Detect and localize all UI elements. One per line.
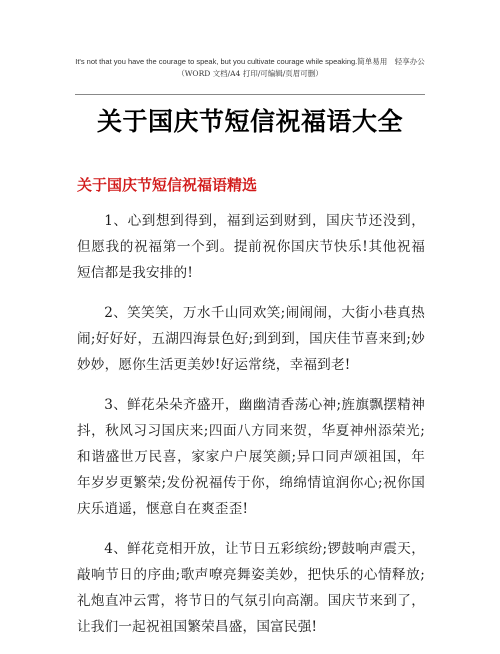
document-title: 关于国庆节短信祝福语大全 <box>96 107 403 136</box>
header-divider <box>75 94 425 95</box>
header-quote: It's not that you have the courage to speak, but you cultivate courage while speaking.简单易用 轻享办公 <box>75 57 425 66</box>
paragraph-2: 2、笑笑笑，万水千山同欢笑;闹闹闹，大街小巷真热闹;好好好，五湖四海景色好;到到到，国庆佳节喜来到;妙妙妙，愿你生活更美妙!好运常绕，幸福到老! <box>77 305 425 373</box>
paragraph-1: 1、心到想到得到，福到运到财到，国庆节还没到，但愿我的祝福第一个到。提前祝你国庆节快乐!其他祝福短信都是我安排的! <box>77 213 425 281</box>
paragraph-3: 3、鲜花朵朵齐盛开，幽幽清香荡心神;旌旗飘摆精神抖，秋风习习国庆来;四面八方同来贺，华夏神州添荣光;和谐盛世万民喜，家家户户展笑颜;异口同声颂祖国，年年岁岁更繁荣;发份祝福传于你，绵绵情谊润你心;祝你国庆乐逍遥，惬意自在爽歪歪! <box>77 397 425 517</box>
paragraph-4: 4、鲜花竞相开放，让节日五彩缤纷;锣鼓响声震天，敲响节日的序曲;歌声嘹亮舞姿美妙，把快乐的心情释放;礼炮直冲云霄，将节日的气氛引向高潮。国庆节来到了，让我们一起祝祖国繁荣昌盛，国富民强! <box>77 541 425 635</box>
section-heading: 关于国庆节短信祝福语精选 <box>77 176 258 194</box>
document-body <box>77 208 425 654</box>
document-header <box>0 56 500 80</box>
header-format-note: （WORD 文档/A4 打印/可编辑/页眉可删） <box>177 69 323 78</box>
